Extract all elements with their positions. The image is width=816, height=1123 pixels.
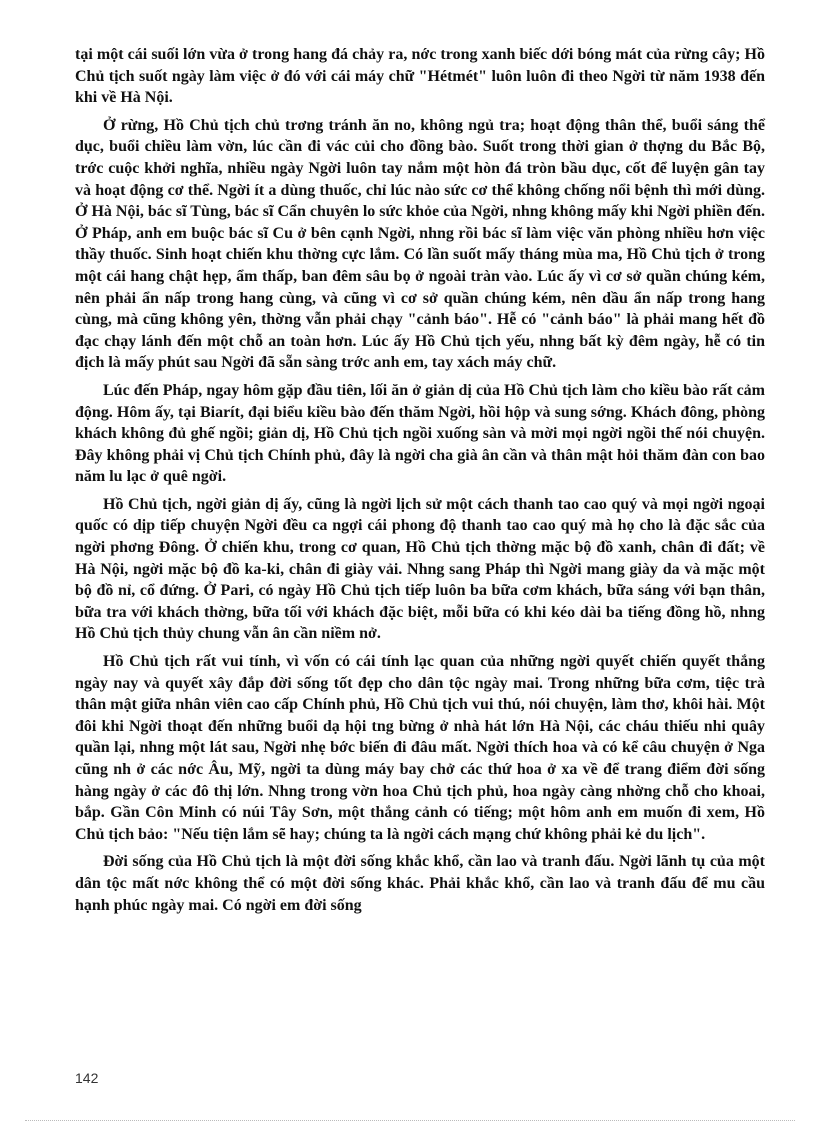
paragraph-continued: tại một cái suối lớn vừa ở trong hang đá chảy ra, nớc trong xanh biếc dới bóng mát của rừng cây; Hồ Chủ tịch suốt ngày làm việc ở đó với cái máy chữ "Hétmét" luôn luôn đi theo Ngời từ năm 1938 đến khi về Hà Nội. bbox=[75, 46, 765, 107]
page-number: 142 bbox=[75, 1070, 99, 1086]
paragraph-simplicity: Hồ Chủ tịch, ngời giản dị ấy, cũng là ngời lịch sử một cách thanh tao cao quý và mọi ngời ngoại quốc có dịp tiếp chuyện Ngời đều ca ngợi cái phong độ thanh tao cao quý mà họ cho là đặc sắc của ngời phơng Đông. Ở chiến khu, trong cơ quan, Hồ Chủ tịch thờng mặc bộ đồ xanh, chân đi đất; về Hà Nội, ngời mặc bộ đồ ka-ki, chân đi giày vải. Nhng sang Pháp thì Ngời mang giày da và mặc một bộ đồ nỉ, cổ đứng. Ở Pari, có ngày Hồ Chủ tịch tiếp luôn ba bữa cơm khách, bữa sáng với bạn thân, bữa tra với khách thờng, bữa tối với khách đặc biệt, mỗi bữa có khi kéo dài ba tiếng đồng hồ, nhng Hồ Chủ tịch thủy chung vẫn ân cần niềm nở. bbox=[75, 495, 765, 643]
footer-divider bbox=[25, 1120, 795, 1121]
paragraph-hard-life: Đời sống của Hồ Chủ tịch là một đời sống khắc khổ, cần lao và tranh đấu. Ngời lãnh tụ của một dân tộc mất nớc không thể có một đời sống khác. Phải khắc khổ, cần lao và tranh đấu để mu cầu hạnh phúc ngày mai. Có ngời em đời sống bbox=[75, 853, 765, 914]
paragraph-forest-life: Ở rừng, Hồ Chủ tịch chủ trơng tránh ăn no, không ngủ tra; hoạt động thân thể, buổi sáng thể dục, buổi chiều làm vờn, lúc cần đi vác củi cho đồng bào. Suốt trong thời gian ở thợng du Bắc Bộ, trớc cuộc khởi nghĩa, nhiều ngày Ngời luôn tay nắm một hòn đá tròn bầu dục, cốt để luyện gân tay và hoạt động cơ thể. Ngời ít a dùng thuốc, chỉ lúc nào sức cơ thể không chống nổi bệnh thì mới dùng. Ở Hà Nội, bác sĩ Tùng, bác sĩ Cẩn chuyên lo sức khỏe của Ngời, nhng không mấy khi Ngời phiền đến. Ở Pháp, anh em buộc bác sĩ Cu ở bên cạnh Ngời, nhng rồi bác sĩ làm việc văn phòng nhiều hơn việc thầy thuốc. Sinh hoạt chiến khu thờng cực lắm. Có lần suốt mấy tháng mùa ma, Hồ Chủ tịch ở trong một cái hang chật hẹp, ẩm thấp, ban đêm sâu bọ ở ngoài tràn vào. Lúc ấy vì cơ sở quần chúng kém, nên phải ẩn nấp trong hang cùng, và cũng vì cơ sở quần chúng kém, nên dầu ẩn nấp trong hang cùng, mà cũng không yên, thờng vẫn phải chạy "cảnh báo". Hễ có "cảnh báo" là phải mang hết đồ đạc chạy lánh đến một chỗ an toàn hơn. Lúc ấy Hồ Chủ tịch yếu, nhng bất kỳ đêm ngày, hễ có tin địch là mấy phút sau Ngời đã sẵn sàng trớc anh em, tay xách máy chữ. bbox=[75, 116, 765, 372]
paragraph-france-visit: Lúc đến Pháp, ngay hôm gặp đầu tiên, lối ăn ở giản dị của Hồ Chủ tịch làm cho kiều bào rất cảm động. Hôm ấy, tại Biarít, đại biểu kiều bào đến thăm Ngời, hồi hộp và sung sớng. Khách đông, phòng khách không đủ ghế ngồi; giản dị, Hồ Chủ tịch ngồi xuống sàn và mời mọi ngời ngồi thế nói chuyện. Đây không phải vị Chủ tịch Chính phủ, đây là ngời cha già ân cần và thân mật hỏi thăm đàn con bao năm lu lạc ở quê ngời. bbox=[75, 381, 765, 486]
paragraph-cheerful: Hồ Chủ tịch rất vui tính, vì vốn có cái tính lạc quan của những ngời quyết chiến quyết thắng ngày nay và quyết xây đắp đời sống tốt đẹp cho dân tộc ngày mai. Trong những bữa cơm, tiệc trà thân mật giữa nhân viên cao cấp Chính phủ, Hồ Chủ tịch vui thú, nói chuyện, làm thơ, khôi hài. Một đôi khi Ngời thoạt đến những buổi dạ hội tng bừng ở nhà hát lớn Hà Nội, các cháu thiếu nhi quây quần lại, nhng một lát sau, Ngời nhẹ bớc biến đi đâu mất. Ngời thích hoa và có kể câu chuyện ở Nga cũng nh ở các nớc Âu, Mỹ, ngời ta dùng máy bay chở các thứ hoa ở xa về để trang điểm đời sống hàng ngày ở các đô thị lớn. Nhng trong vờn hoa Chủ tịch phủ, hoa ngày càng nhờng chỗ cho khoai, bắp. Gần Côn Minh có núi Tây Sơn, một thắng cảnh có tiếng; một hôm anh em muốn đi xem, Hồ Chủ tịch bảo: "Nếu tiện lắm sẽ hay; chúng ta là ngời cách mạng chứ không phải kẻ du lịch". bbox=[75, 653, 765, 843]
body-text bbox=[75, 44, 765, 922]
